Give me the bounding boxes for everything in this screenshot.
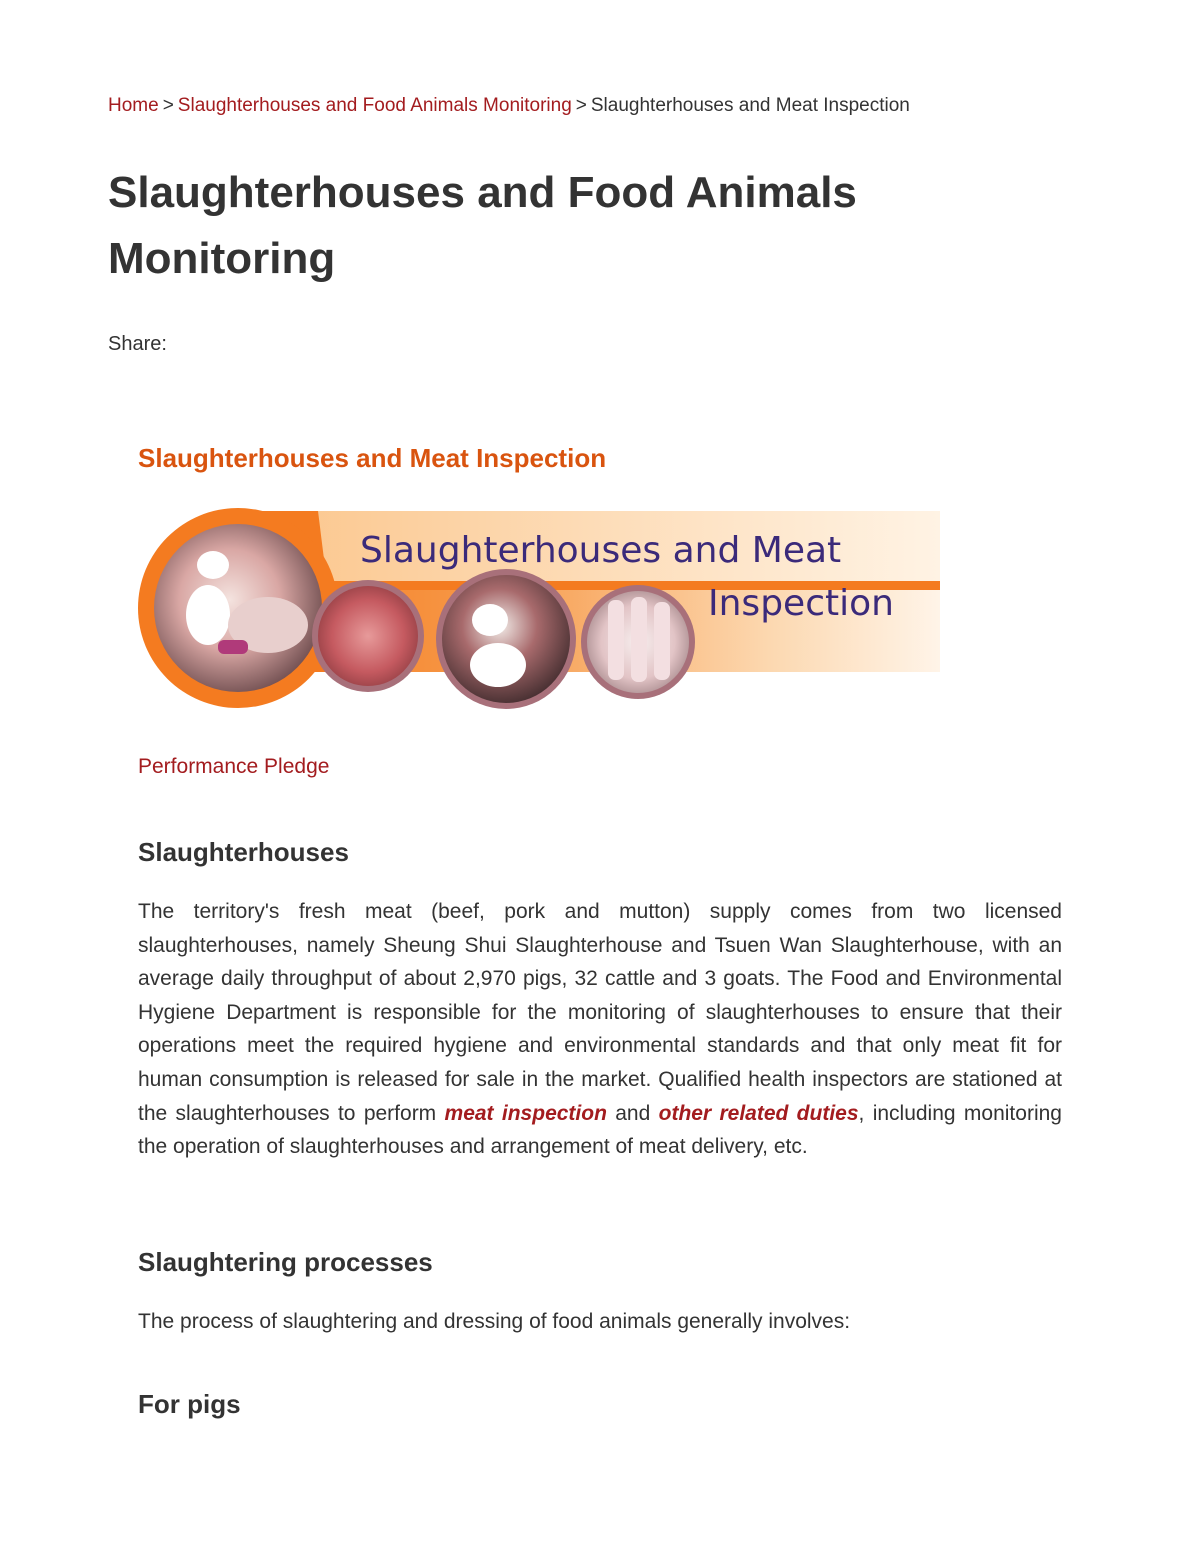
paragraph-text: and xyxy=(606,1101,659,1125)
paragraph-text: , including monitoring the operation of slaughterhouses and arrangement of meat delivery, etc. xyxy=(138,1101,1062,1159)
slaughterhouses-heading: Slaughterhouses xyxy=(138,837,349,867)
slaughterhouses-paragraph xyxy=(138,895,1062,1164)
breadcrumb-separator: > xyxy=(575,95,587,116)
page-title: Slaughterhouses and Food Animals Monitoring xyxy=(108,168,857,283)
meat-inspection-link[interactable]: meat inspection xyxy=(444,1101,607,1125)
breadcrumb-separator: > xyxy=(162,95,174,116)
paragraph-text: The territory's fresh meat (beef, pork and mutton) supply comes from two licensed slaughterhouses, namely Sheung Shui Slaughterhouse and Tsuen Wan Slaughterhouse, with an average daily throughput of about 2,970 pigs, 32 cattle and 3 goats. The Food and Environmental Hygiene Department is responsible for the monitoring of slaughterhouses to ensure that their operations meet the required hygiene and environmental standards and that only meat fit for human consumption is released for sale in the market. Qualified health inspectors are stationed at the slaughterhouses to perform xyxy=(138,900,1062,1125)
breadcrumb-parent-link[interactable]: Slaughterhouses and Food Animals Monitoring xyxy=(177,95,572,116)
for-pigs-heading: For pigs xyxy=(138,1389,241,1419)
performance-pledge-link[interactable]: Performance Pledge xyxy=(138,755,330,778)
breadcrumb-home-link[interactable]: Home xyxy=(108,95,159,116)
banner-title-line1: Slaughterhouses and Meat xyxy=(360,530,842,571)
share-label: Share: xyxy=(108,333,167,355)
breadcrumb xyxy=(108,93,910,119)
slaughtering-processes-text: The process of slaughtering and dressing of food animals generally involves: xyxy=(138,1310,851,1333)
section-banner xyxy=(138,505,940,711)
slaughtering-processes-heading: Slaughtering processes xyxy=(138,1247,433,1277)
section-title: Slaughterhouses and Meat Inspection xyxy=(138,443,607,473)
breadcrumb-current: Slaughterhouses and Meat Inspection xyxy=(590,95,910,116)
other-related-duties-link[interactable]: other related duties xyxy=(658,1101,859,1125)
banner-title-line2: Inspection xyxy=(708,583,894,624)
